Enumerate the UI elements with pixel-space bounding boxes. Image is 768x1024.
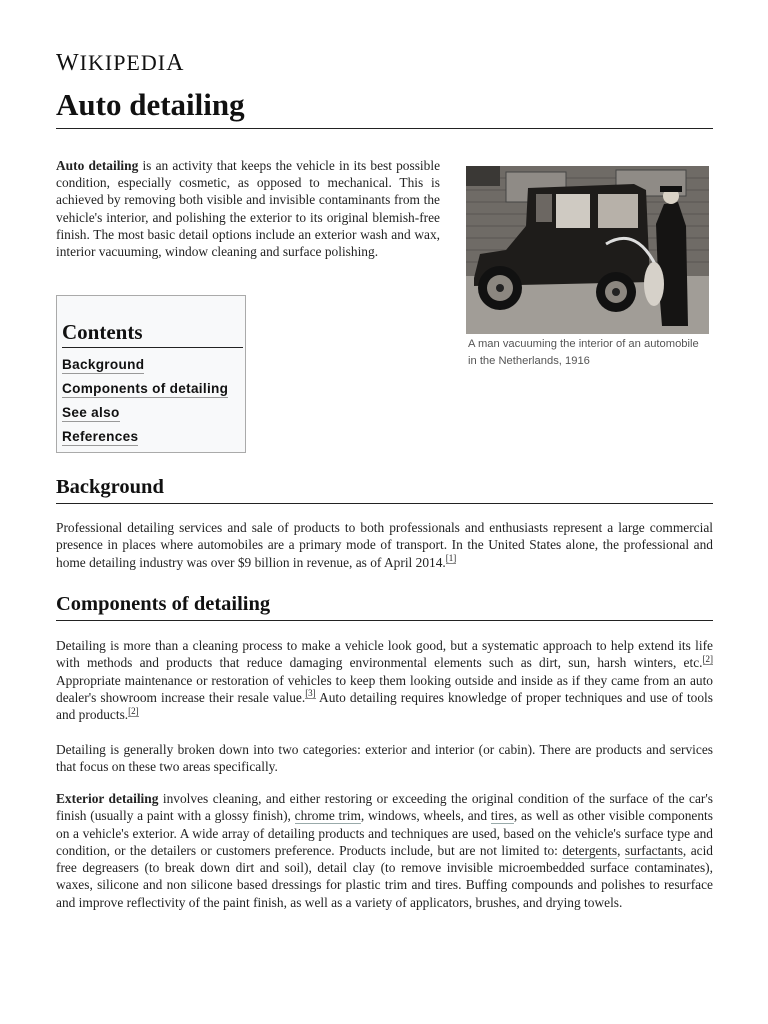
toc-list bbox=[62, 355, 228, 451]
exterior-detailing-term: Exterior detailing bbox=[56, 791, 159, 806]
wordmark-initial: W bbox=[56, 50, 80, 76]
link-chrome-trim[interactable]: chrome trim bbox=[294, 808, 361, 824]
citation-2-repeat[interactable]: [2] bbox=[128, 705, 139, 716]
link-surfactants[interactable]: surfactants bbox=[624, 842, 683, 858]
citation-2[interactable]: [2] bbox=[702, 653, 713, 664]
section-heading-background: Background bbox=[56, 474, 713, 504]
intro-bold-term: Auto detailing bbox=[56, 158, 139, 173]
toc-title: Contents bbox=[62, 320, 243, 348]
toc-item-see-also[interactable]: See also bbox=[62, 405, 120, 420]
figure-caption: A man vacuuming the interior of an automobile in the Netherlands, 1916 bbox=[468, 338, 699, 367]
toc-item-background[interactable]: Background bbox=[62, 357, 145, 372]
wordmark-body: IKIPEDI bbox=[79, 50, 167, 75]
section-heading-components: Components of detailing bbox=[56, 591, 713, 621]
components-paragraph-3: Exterior detailing involves cleaning, and either restoring or exceeding the original condition of the surface of the car's finish (usually a paint with a glossy finish), chrome trim, windows, wheels, and tires, as well as other visible components on a vehicle's exterior. A wide array of detailing products and techniques are used, based on the vehicle's surface type and condition, or the detailers or customers preference. Products include, but are not limited to: detergents, surfactants, acid free degreasers (to break down dirt and soil), detail clay (to remove invisible microembedded surface contaminates), waxes, silicone and non silicone based dressings for plastic trim and tires. Buffing compounds and polishes to resurface and improve reflectivity of the paint finish, as well as a variety of applicators, brushes, and drying towels. bbox=[56, 791, 713, 910]
components-paragraph-1: Detailing is more than a cleaning process to make a vehicle look good, but a systematic approach to help extend its life with methods and products that reduce damaging environmental elements such as dirt, sun, harsh winters, etc.[2] Appropriate maintenance or restoration of vehicles to keep them looking outside and inside as if they came from an auto dealer's showroom increase their resale value.[3] Auto detailing requires knowledge of proper techniques and use of tools and products.[2] bbox=[56, 638, 713, 723]
link-tires[interactable]: tires bbox=[490, 808, 514, 824]
background-paragraph: Professional detailing services and sale of products to both professionals and enthusiasts represent a large commercial presence in places where automobiles are a primary mode of transport. In the United States alone, the professional and home detailing industry was over $9 billion in revenue, as of April 2014.[1] bbox=[56, 520, 713, 570]
intro-text: is an activity that keeps the vehicle in its best possible condition, especially cosmetic, as opposed to mechanical. This is achieved by removing both visible and invisible contaminants from the vehicle's interior, and polishing the exterior to its original blemish-free finish. The most basic detail options include an exterior wash and wax, interior vacuuming, window cleaning and surface polishing. bbox=[56, 158, 441, 260]
toc-item-references[interactable]: References bbox=[62, 429, 139, 444]
components-paragraph-2: Detailing is generally broken down into two categories: exterior and interior (or cabin). There are products and services that focus on these two areas specifically. bbox=[56, 742, 713, 775]
intro-paragraph bbox=[56, 157, 440, 260]
vintage-car-photo[interactable] bbox=[466, 166, 709, 334]
wikipedia-wordmark[interactable] bbox=[56, 50, 184, 77]
table-of-contents bbox=[56, 295, 246, 453]
toc-item-components[interactable]: Components of detailing bbox=[62, 381, 229, 396]
citation-1[interactable]: [1] bbox=[445, 553, 457, 564]
wordmark-final: A bbox=[166, 50, 185, 76]
link-detergents[interactable]: detergents bbox=[562, 842, 618, 858]
citation-3[interactable]: [3] bbox=[305, 688, 316, 699]
page-title: Auto detailing bbox=[56, 86, 713, 129]
figure bbox=[466, 166, 709, 370]
